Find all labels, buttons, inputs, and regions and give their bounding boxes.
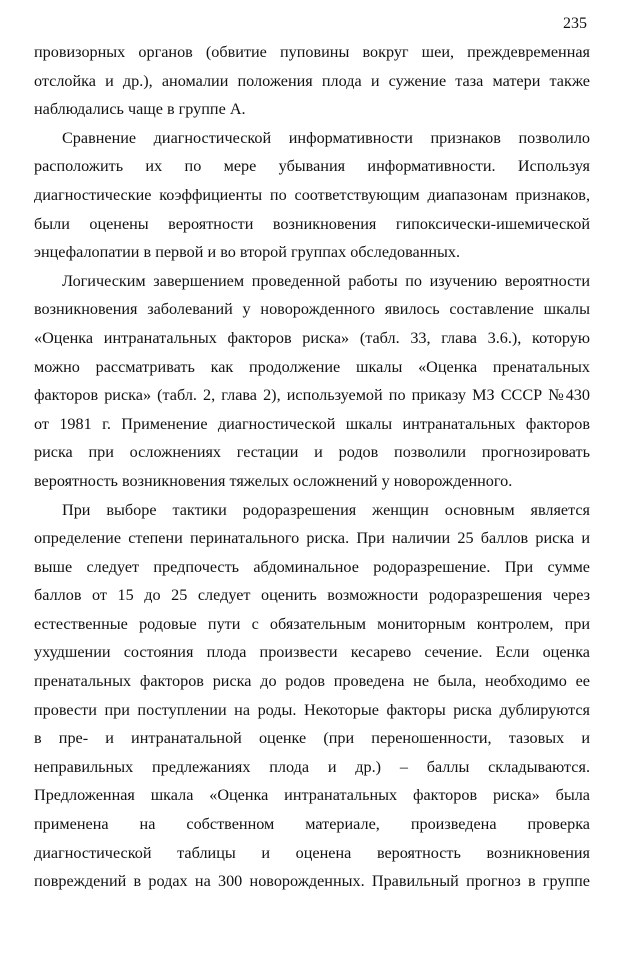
text-line: Сравнение диагностической информативности признаков позволило <box>62 128 590 147</box>
text-line: выше следует предпочесть абдоминальное родоразрешение. При сумме <box>34 557 590 576</box>
text-line: баллов от 15 до 25 следует оценить возможности родоразрешения через <box>34 586 590 605</box>
text-line: При выборе тактики родоразрешения женщин основным является <box>62 500 590 519</box>
body-text <box>34 38 590 896</box>
page-number: 235 <box>563 15 587 32</box>
text-line: энцефалопатии в первой и во второй группах обследованных. <box>34 243 461 262</box>
text-line: вероятность возникновения тяжелых осложнений у новорожденного. <box>34 471 513 490</box>
text-line: риска при осложнениях гестации и родов позволили прогнозировать <box>34 443 590 462</box>
text-line: расположить их по мере убывания информативности. Используя <box>34 157 590 176</box>
text-line: естественные родовые пути с обязательным мониторным контролем, при <box>34 614 590 633</box>
text-line: повреждений в родах на 300 новорожденных. Правильный прогноз в группе <box>34 872 590 891</box>
text-line: неправильных предлежаниях плода и др.) – баллы складываются. <box>34 757 590 776</box>
text-line: ухудшении состояния плода произвести кесарево сечение. Если оценка <box>34 643 590 662</box>
text-line: в пре- и интранатальной оценке (при переношенности, тазовых и <box>34 729 590 748</box>
text-line: провизорных органов (обвитие пуповины вокруг шеи, преждевременная <box>34 43 590 61</box>
text-line: диагностические коэффициенты по соответствующим диапазонам признаков, <box>34 185 590 204</box>
text-line: диагностической таблицы и оценена вероятность возникновения <box>34 843 590 862</box>
text-line: отслойка и др.), аномалии положения плода и сужение таза матери также <box>34 71 590 90</box>
text-line: «Оценка интранатальных факторов риска» (табл. 33, глава 3.6.), которую <box>34 328 590 347</box>
text-line: наблюдались чаще в группе А. <box>34 100 246 119</box>
text-line: были оценены вероятности возникновения гипоксически-ишемической <box>34 214 590 233</box>
text-line: провести при поступлении на роды. Некоторые факторы риска дублируются <box>34 700 590 719</box>
text-line: Логическим завершением проведенной работы по изучению вероятности <box>62 271 590 290</box>
text-line: возникновения заболеваний у новорожденного явилось составление шкалы <box>34 300 590 319</box>
text-line: пренатальных факторов риска до родов проведена не была, необходимо ее <box>34 672 590 691</box>
text-line: применена на собственном материале, произведена проверка <box>34 815 590 834</box>
text-line: факторов риска» (табл. 2, глава 2), используемой по приказу МЗ СССР №430 <box>34 386 590 405</box>
text-line: можно рассматривать как продолжение шкалы «Оценка пренатальных <box>34 357 590 376</box>
text-line: от 1981 г. Применение диагностической шкалы интранатальных факторов <box>34 414 590 433</box>
text-line: определение степени перинатального риска. При наличии 25 баллов риска и <box>34 529 590 548</box>
text-line: Предложенная шкала «Оценка интранатальных факторов риска» была <box>34 786 590 805</box>
